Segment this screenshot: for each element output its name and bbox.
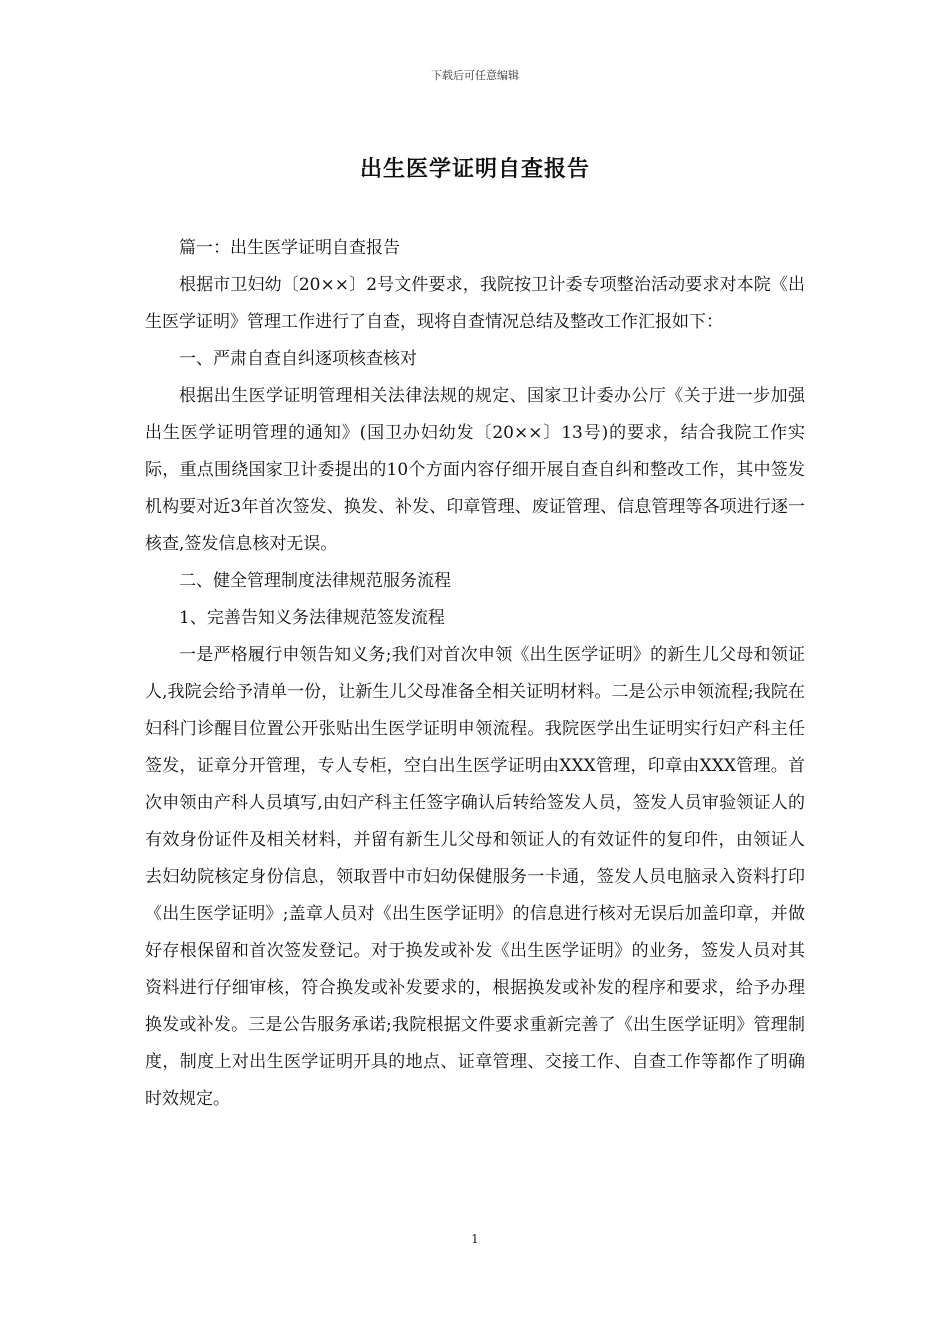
header-note: 下载后可任意编辑 xyxy=(431,69,519,82)
document-title: 出生医学证明自查报告 xyxy=(359,157,590,182)
paragraph-subheading-2-1: 1、完善告知义务法律规范签发流程 xyxy=(179,608,445,628)
paragraph-body-2-1: 一是严格履行申领告知义务;我们对首次申领《出生医学证明》的新生儿父母和领证人,我院会给予清单一份，让新生儿父母准备全相关证明材料。二是公示申领流程;我院在妇科门诊醒目位置公开张贴出生医学证明申领流程。我院医学出生证明实行妇产科主任签发，证章分开管理，专人专柜，空白出生医学证明由XXX管理，印章由XXX管理。首次申领由产科人员填写,由妇产科主任签字确认后转给签发人员，签发人员审验领证人的有效身份证件及相关材料，并留有新生儿父母和领证人的有效证件的复印件，由领证人去妇幼院核定身份信息，领取晋中市妇幼保健服务一卡通，签发人员电脑录入资料打印《出生医学证明》;盖章人员对《出生医学证明》的信息进行核对无误后加盖印章，并做好存根保留和首次签发登记。对于换发或补发《出生医学证明》的业务，签发人员对其资料进行仔细审核，符合换发或补发要求的，根据换发或补发的程序和要求，给予办理换发或补发。三是公告服务承诺;我院根据文件要求重新完善了《出生医学证明》管理制度，制度上对出生医学证明开具的地点、证章管理、交接工作、自查工作等都作了明确时效规定。 xyxy=(145,645,805,1109)
paragraph-body-1: 根据出生医学证明管理相关法律法规的规定、国家卫计委办公厅《关于进一步加强出生医学证明管理的通知》(国卫办妇幼发〔20××〕13号)的要求，结合我院工作实际，重点围绕国家卫计委提出的10个方面内容仔细开展自查自纠和整改工作，其中签发机构要对近3年首次签发、换发、补发、印章管理、废证管理、信息管理等各项进行逐一核查,签发信息核对无误。 xyxy=(145,386,805,554)
paragraph-intro: 根据市卫妇幼〔20××〕2号文件要求，我院按卫计委专项整治活动要求对本院《出生医学证明》管理工作进行了自查，现将自查情况总结及整改工作汇报如下： xyxy=(145,275,805,332)
document-body xyxy=(145,230,805,1118)
page-number: 1 xyxy=(471,1232,479,1246)
paragraph-section-heading: 篇一：出生医学证明自查报告 xyxy=(179,238,400,258)
paragraph-heading-2: 二、健全管理制度法律规范服务流程 xyxy=(179,571,451,591)
paragraph-heading-1: 一、严肃自查自纠逐项核查核对 xyxy=(179,349,417,369)
